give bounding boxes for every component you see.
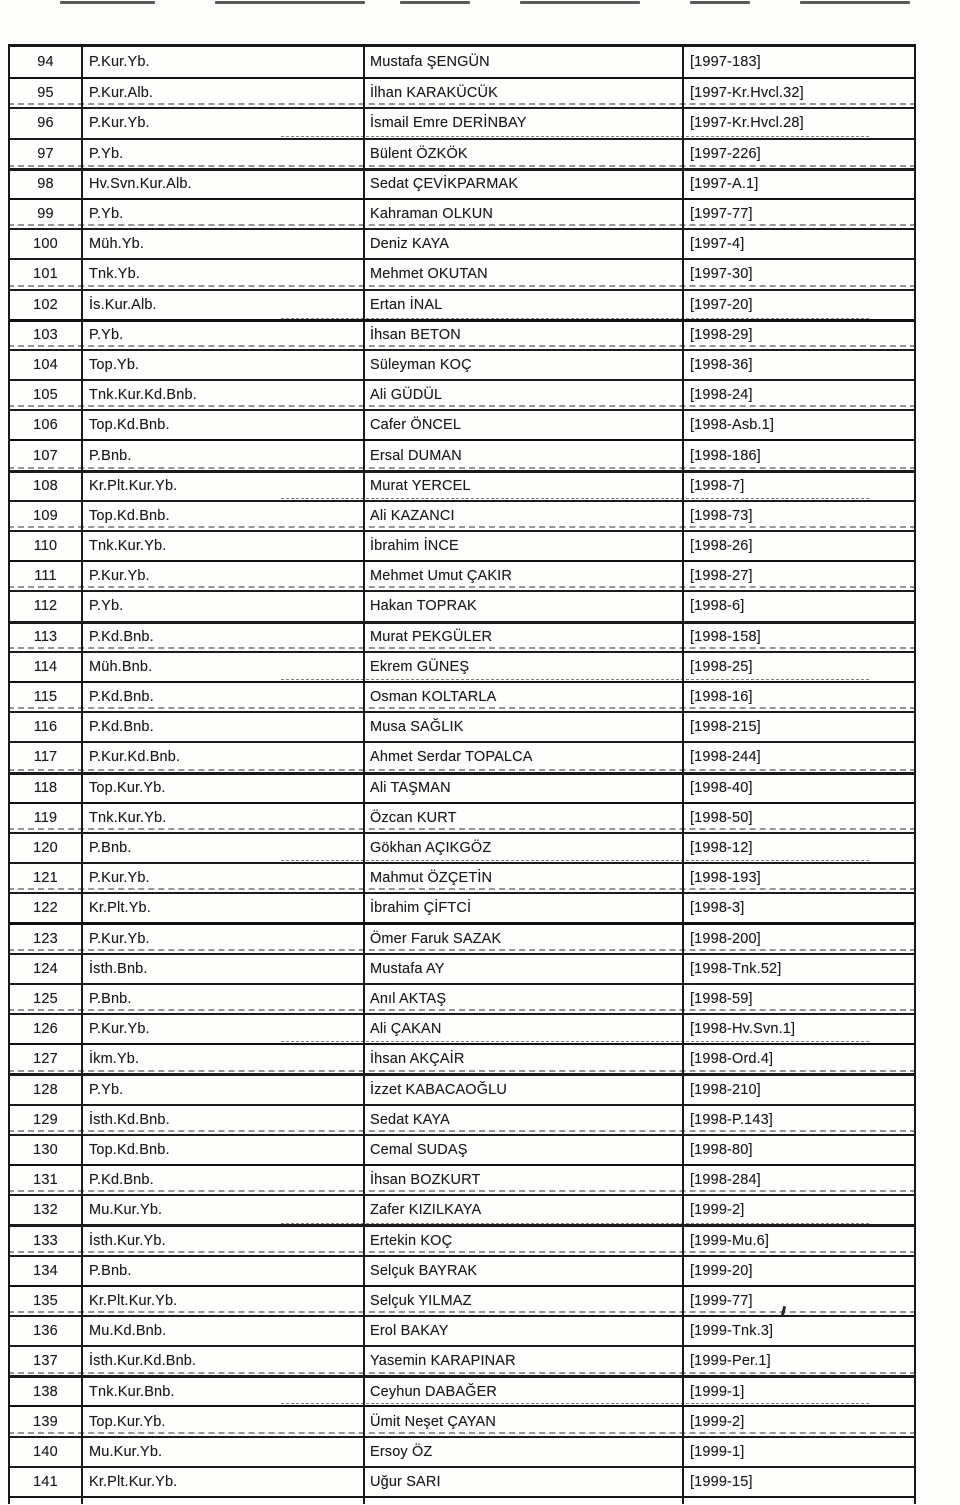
- name-cell: Erol BAKAY: [365, 1317, 684, 1345]
- rank-cell: Top.Kur.Yb.: [83, 775, 365, 802]
- code-cell: [1999-15]: [690, 1473, 753, 1490]
- code-cell: [1998-215]: [690, 719, 761, 736]
- name-cell: Mustafa AY: [365, 955, 684, 983]
- name-cell: Ersoy ÖZ: [365, 1438, 684, 1466]
- code-cell: [1998-Hv.Svn.1]: [690, 1021, 796, 1038]
- table-row: [10, 983, 914, 1013]
- row-number-cell: 141: [10, 1468, 83, 1496]
- rank-cell: Mu.Kur.Yb.: [83, 1196, 365, 1224]
- table-row: [10, 1013, 914, 1043]
- name-cell: İhsan BOZKURT: [365, 1166, 684, 1194]
- table-row-cutoff: [10, 1496, 914, 1504]
- name-cell: Uğur SARI: [365, 1468, 684, 1496]
- table-row: [10, 1375, 914, 1405]
- code-cell: [1998-158]: [690, 629, 761, 646]
- rank-cell: Top.Kd.Bnb.: [83, 1136, 365, 1164]
- table-row: [10, 1134, 914, 1164]
- rank-cell: P.Kur.Yb.: [83, 109, 365, 137]
- code-cell: [1998-73]: [690, 507, 753, 524]
- name-cell: [365, 1498, 684, 1504]
- name-cell: Bülent ÖZKÖK: [365, 140, 684, 168]
- scan-artifact-top-dashes: [0, 0, 960, 8]
- name-cell: Ali TAŞMAN: [365, 775, 684, 802]
- rank-cell: Tnk.Kur.Yb.: [83, 532, 365, 560]
- row-number-cell: 140: [10, 1438, 83, 1466]
- code-cell: [1997-183]: [690, 54, 761, 71]
- code-cell: [1998-186]: [690, 447, 761, 464]
- code-cell: [1998-3]: [690, 900, 745, 917]
- table-row: [10, 47, 914, 77]
- name-cell: Cafer ÖNCEL: [365, 411, 684, 439]
- code-cell: [1998-40]: [690, 780, 753, 797]
- row-number-cell: 102: [10, 291, 83, 319]
- personnel-roster-table: [8, 44, 916, 1504]
- rank-cell: P.Bnb.: [83, 1257, 365, 1285]
- name-cell: Mehmet OKUTAN: [365, 260, 684, 288]
- table-row: [10, 862, 914, 892]
- code-cell: [1999-20]: [690, 1262, 753, 1279]
- code-cell: [1997-Kr.Hvcl.32]: [690, 85, 804, 102]
- row-number-cell: 110: [10, 532, 83, 560]
- rank-cell: Tnk.Kur.Kd.Bnb.: [83, 381, 365, 409]
- name-cell: Ali ÇAKAN: [365, 1015, 684, 1043]
- row-number-cell: 132: [10, 1196, 83, 1224]
- row-number-cell: 119: [10, 804, 83, 832]
- table-row: [10, 349, 914, 379]
- code-cell: [1998-200]: [690, 931, 761, 948]
- table-row: [10, 1224, 914, 1254]
- row-number-cell: 99: [10, 200, 83, 228]
- name-cell: Mustafa ŞENGÜN: [365, 47, 684, 77]
- table-row: [10, 1405, 914, 1435]
- name-cell: Gökhan AÇIKGÖZ: [365, 834, 684, 862]
- row-number-cell: 131: [10, 1166, 83, 1194]
- row-number-cell: 106: [10, 411, 83, 439]
- rank-cell: Top.Yb.: [83, 351, 365, 379]
- table-row: [10, 1194, 914, 1224]
- code-cell: [1997-20]: [690, 296, 753, 313]
- row-number-cell: 100: [10, 230, 83, 258]
- row-number-cell: 94: [10, 47, 83, 77]
- row-number-cell: 133: [10, 1227, 83, 1254]
- code-cell: [1997-4]: [690, 236, 745, 253]
- code-cell: [1999-1]: [690, 1383, 745, 1400]
- name-cell: Ali KAZANCI: [365, 502, 684, 530]
- name-cell: Ertekin KOÇ: [365, 1227, 684, 1254]
- row-number-cell: 136: [10, 1317, 83, 1345]
- rank-cell: İs.Kur.Alb.: [83, 291, 365, 319]
- code-cell: [1998-7]: [690, 478, 745, 495]
- code-cell: [1998-Tnk.52]: [690, 960, 782, 977]
- name-cell: Süleyman KOÇ: [365, 351, 684, 379]
- rank-cell: Top.Kur.Yb.: [83, 1407, 365, 1435]
- row-number-cell: 104: [10, 351, 83, 379]
- rank-cell: P.Yb.: [83, 322, 365, 349]
- row-number-cell: 98: [10, 171, 83, 198]
- rank-cell: İsth.Bnb.: [83, 955, 365, 983]
- name-cell: İzzet KABACAOĞLU: [365, 1076, 684, 1103]
- row-number-cell: 108: [10, 473, 83, 500]
- table-row: [10, 741, 914, 771]
- table-row: [10, 1315, 914, 1345]
- name-cell: İbrahim ÇİFTCİ: [365, 894, 684, 922]
- rank-cell: P.Kd.Bnb.: [83, 683, 365, 711]
- rank-cell: P.Bnb.: [83, 441, 365, 469]
- name-cell: İhsan AKÇAİR: [365, 1045, 684, 1073]
- rank-cell: P.Kur.Kd.Bnb.: [83, 743, 365, 771]
- table-row: [10, 1466, 914, 1496]
- code-cell: [1998-244]: [690, 749, 761, 766]
- row-number-cell: 113: [10, 624, 83, 651]
- row-number-cell: 114: [10, 653, 83, 681]
- row-number-cell: 95: [10, 79, 83, 107]
- rank-cell: P.Kur.Yb.: [83, 925, 365, 952]
- table-row: [10, 470, 914, 500]
- table-row: [10, 319, 914, 349]
- code-cell: [1998-Ord.4]: [690, 1051, 774, 1068]
- table-row: [10, 138, 914, 168]
- code-cell: [1998-Asb.1]: [690, 417, 775, 434]
- row-number-cell: 112: [10, 592, 83, 620]
- table-row: [10, 1436, 914, 1466]
- code-cell: [1998-50]: [690, 809, 753, 826]
- code-cell: [1999-Per.1]: [690, 1353, 771, 1370]
- rank-cell: Top.Kd.Bnb.: [83, 502, 365, 530]
- table-row: [10, 500, 914, 530]
- code-cell: [1998-284]: [690, 1172, 761, 1189]
- table-row: [10, 832, 914, 862]
- row-number-cell: 120: [10, 834, 83, 862]
- name-cell: Ersal DUMAN: [365, 441, 684, 469]
- code-cell: [1998-36]: [690, 356, 753, 373]
- row-number-cell: 111: [10, 562, 83, 590]
- rank-cell: Kr.Plt.Kur.Yb.: [83, 1287, 365, 1315]
- name-cell: Cemal SUDAŞ: [365, 1136, 684, 1164]
- name-cell: Musa SAĞLIK: [365, 713, 684, 741]
- rank-cell: P.Kur.Yb.: [83, 1015, 365, 1043]
- code-cell: [1998-210]: [690, 1081, 761, 1098]
- name-cell: Anıl AKTAŞ: [365, 985, 684, 1013]
- row-number-cell: 127: [10, 1045, 83, 1073]
- table-row: [10, 1255, 914, 1285]
- row-number-cell: 134: [10, 1257, 83, 1285]
- table-row: [10, 228, 914, 258]
- row-number-cell: 137: [10, 1347, 83, 1375]
- row-number-cell: 128: [10, 1076, 83, 1103]
- table-row: [10, 651, 914, 681]
- table-row: [10, 953, 914, 983]
- rank-cell: Kr.Plt.Kur.Yb.: [83, 1468, 365, 1496]
- rank-cell: Tnk.Yb.: [83, 260, 365, 288]
- code-cell: [1999-2]: [690, 1202, 745, 1219]
- table-row: [10, 1104, 914, 1134]
- rank-cell: P.Kd.Bnb.: [83, 624, 365, 651]
- code-cell: [1998-P.143]: [690, 1111, 773, 1128]
- table-row: [10, 409, 914, 439]
- table-row: [10, 1043, 914, 1073]
- code-cell: [1998-80]: [690, 1141, 753, 1158]
- row-number-cell: 135: [10, 1287, 83, 1315]
- name-cell: Ceyhun DABAĞER: [365, 1378, 684, 1405]
- rank-cell: P.Kur.Yb.: [83, 864, 365, 892]
- table-row: [10, 922, 914, 952]
- name-cell: Ahmet Serdar TOPALCA: [365, 743, 684, 771]
- rank-cell: P.Kur.Yb.: [83, 47, 365, 77]
- code-cell: [1998-27]: [690, 568, 753, 585]
- row-number-cell: 115: [10, 683, 83, 711]
- name-cell: Mehmet Umut ÇAKIR: [365, 562, 684, 590]
- code-cell: [1999-1]: [690, 1443, 745, 1460]
- table-row: [10, 439, 914, 469]
- name-cell: İlhan KARAKÜCÜK: [365, 79, 684, 107]
- name-cell: Hakan TOPRAK: [365, 592, 684, 620]
- code-cell: [1998-26]: [690, 538, 753, 555]
- row-number-cell: 129: [10, 1106, 83, 1134]
- row-number-cell: 116: [10, 713, 83, 741]
- rank-cell: Hv.Svn.Kur.Alb.: [83, 171, 365, 198]
- row-number-cell: 121: [10, 864, 83, 892]
- rank-cell: Kr.Plt.Yb.: [83, 894, 365, 922]
- rank-cell: İsth.Kur.Yb.: [83, 1227, 365, 1254]
- table-row: [10, 1164, 914, 1194]
- code-cell: [1998-24]: [690, 387, 753, 404]
- name-cell: Selçuk BAYRAK: [365, 1257, 684, 1285]
- table-row: [10, 107, 914, 137]
- row-number-cell: 96: [10, 109, 83, 137]
- row-number-cell: 118: [10, 775, 83, 802]
- name-cell: Yasemin KARAPINAR: [365, 1347, 684, 1375]
- table-row: [10, 1073, 914, 1103]
- table-row: [10, 772, 914, 802]
- rank-cell: İkm.Yb.: [83, 1045, 365, 1073]
- rank-cell: P.Yb.: [83, 200, 365, 228]
- code-cell: [1998-6]: [690, 598, 745, 615]
- name-cell: Ali GÜDÜL: [365, 381, 684, 409]
- name-cell: İhsan BETON: [365, 322, 684, 349]
- table-row: [10, 168, 914, 198]
- row-number-cell: 125: [10, 985, 83, 1013]
- name-cell: Kahraman OLKUN: [365, 200, 684, 228]
- rank-cell: P.Yb.: [83, 592, 365, 620]
- code-cell: [1998-12]: [690, 839, 753, 856]
- row-number-cell: 107: [10, 441, 83, 469]
- name-cell: Sedat KAYA: [365, 1106, 684, 1134]
- name-cell: İsmail Emre DERİNBAY: [365, 109, 684, 137]
- row-number-cell: 138: [10, 1378, 83, 1405]
- row-number-cell: 105: [10, 381, 83, 409]
- rank-cell: P.Yb.: [83, 140, 365, 168]
- code-cell: [1997-77]: [690, 206, 753, 223]
- rank-cell: P.Bnb.: [83, 985, 365, 1013]
- row-number-cell: 103: [10, 322, 83, 349]
- name-cell: Ertan İNAL: [365, 291, 684, 319]
- rank-cell: P.Kur.Yb.: [83, 562, 365, 590]
- rank-cell: P.Kd.Bnb.: [83, 713, 365, 741]
- name-cell: Selçuk YILMAZ: [365, 1287, 684, 1315]
- table-row: [10, 621, 914, 651]
- code-cell: [1999-Tnk.3]: [690, 1322, 774, 1339]
- table-row: [10, 560, 914, 590]
- name-cell: Osman KOLTARLA: [365, 683, 684, 711]
- rank-cell: Tnk.Kur.Yb.: [83, 804, 365, 832]
- row-number-cell: 123: [10, 925, 83, 952]
- rank-cell: İsth.Kur.Kd.Bnb.: [83, 1347, 365, 1375]
- table-row: [10, 1345, 914, 1375]
- rank-cell: P.Yb.: [83, 1076, 365, 1103]
- code-cell: [1997-30]: [690, 266, 753, 283]
- table-row: [10, 802, 914, 832]
- row-number-cell: 126: [10, 1015, 83, 1043]
- row-number-cell: 97: [10, 140, 83, 168]
- code-cell: [1997-226]: [690, 145, 761, 162]
- row-number-cell: 117: [10, 743, 83, 771]
- code-cell: [1998-16]: [690, 689, 753, 706]
- name-cell: Ömer Faruk SAZAK: [365, 925, 684, 952]
- table-row: [10, 711, 914, 741]
- table-body: [10, 47, 914, 1496]
- row-number-cell: 109: [10, 502, 83, 530]
- row-number-cell: 130: [10, 1136, 83, 1164]
- row-number-cell: [10, 1498, 83, 1504]
- rank-cell: Mu.Kd.Bnb.: [83, 1317, 365, 1345]
- name-cell: Özcan KURT: [365, 804, 684, 832]
- table-row: [10, 1285, 914, 1315]
- table-row: [10, 198, 914, 228]
- code-cell: [1998-25]: [690, 658, 753, 675]
- rank-cell: Müh.Bnb.: [83, 653, 365, 681]
- table-row: [10, 379, 914, 409]
- rank-cell: Mu.Kur.Yb.: [83, 1438, 365, 1466]
- row-number-cell: 101: [10, 260, 83, 288]
- name-cell: İbrahim İNCE: [365, 532, 684, 560]
- code-cell: [1998-193]: [690, 870, 761, 887]
- table-row: [10, 289, 914, 319]
- rank-cell: P.Bnb.: [83, 834, 365, 862]
- code-cell: [1999-2]: [690, 1413, 745, 1430]
- code-cell: [1999-Mu.6]: [690, 1232, 770, 1249]
- table-row: [10, 892, 914, 922]
- name-cell: Zafer KIZILKAYA: [365, 1196, 684, 1224]
- name-cell: Murat YERCEL: [365, 473, 684, 500]
- name-cell: Ekrem GÜNEŞ: [365, 653, 684, 681]
- table-row: [10, 530, 914, 560]
- table-row: [10, 77, 914, 107]
- table-row: [10, 258, 914, 288]
- name-cell: Deniz KAYA: [365, 230, 684, 258]
- code-cell: [1998-59]: [690, 990, 753, 1007]
- name-cell: Sedat ÇEVİKPARMAK: [365, 171, 684, 198]
- rank-cell: Top.Kd.Bnb.: [83, 411, 365, 439]
- table-row: [10, 590, 914, 620]
- code-cell: [1998-29]: [690, 327, 753, 344]
- name-cell: Ümit Neşet ÇAYAN: [365, 1407, 684, 1435]
- row-number-cell: 124: [10, 955, 83, 983]
- rank-cell: P.Kur.Alb.: [83, 79, 365, 107]
- code-cell: [684, 1498, 914, 1504]
- code-cell: [1999-77]: [690, 1292, 753, 1309]
- code-cell: [1997-A.1]: [690, 176, 759, 193]
- rank-cell: Tnk.Kur.Bnb.: [83, 1378, 365, 1405]
- table-row: [10, 681, 914, 711]
- rank-cell: Kr.Plt.Kur.Yb.: [83, 473, 365, 500]
- code-cell: [1997-Kr.Hvcl.28]: [690, 115, 804, 132]
- rank-cell: [83, 1498, 365, 1504]
- rank-cell: P.Kd.Bnb.: [83, 1166, 365, 1194]
- rank-cell: İsth.Kd.Bnb.: [83, 1106, 365, 1134]
- row-number-cell: 139: [10, 1407, 83, 1435]
- name-cell: Murat PEKGÜLER: [365, 624, 684, 651]
- row-number-cell: 122: [10, 894, 83, 922]
- name-cell: Mahmut ÖZÇETİN: [365, 864, 684, 892]
- rank-cell: Müh.Yb.: [83, 230, 365, 258]
